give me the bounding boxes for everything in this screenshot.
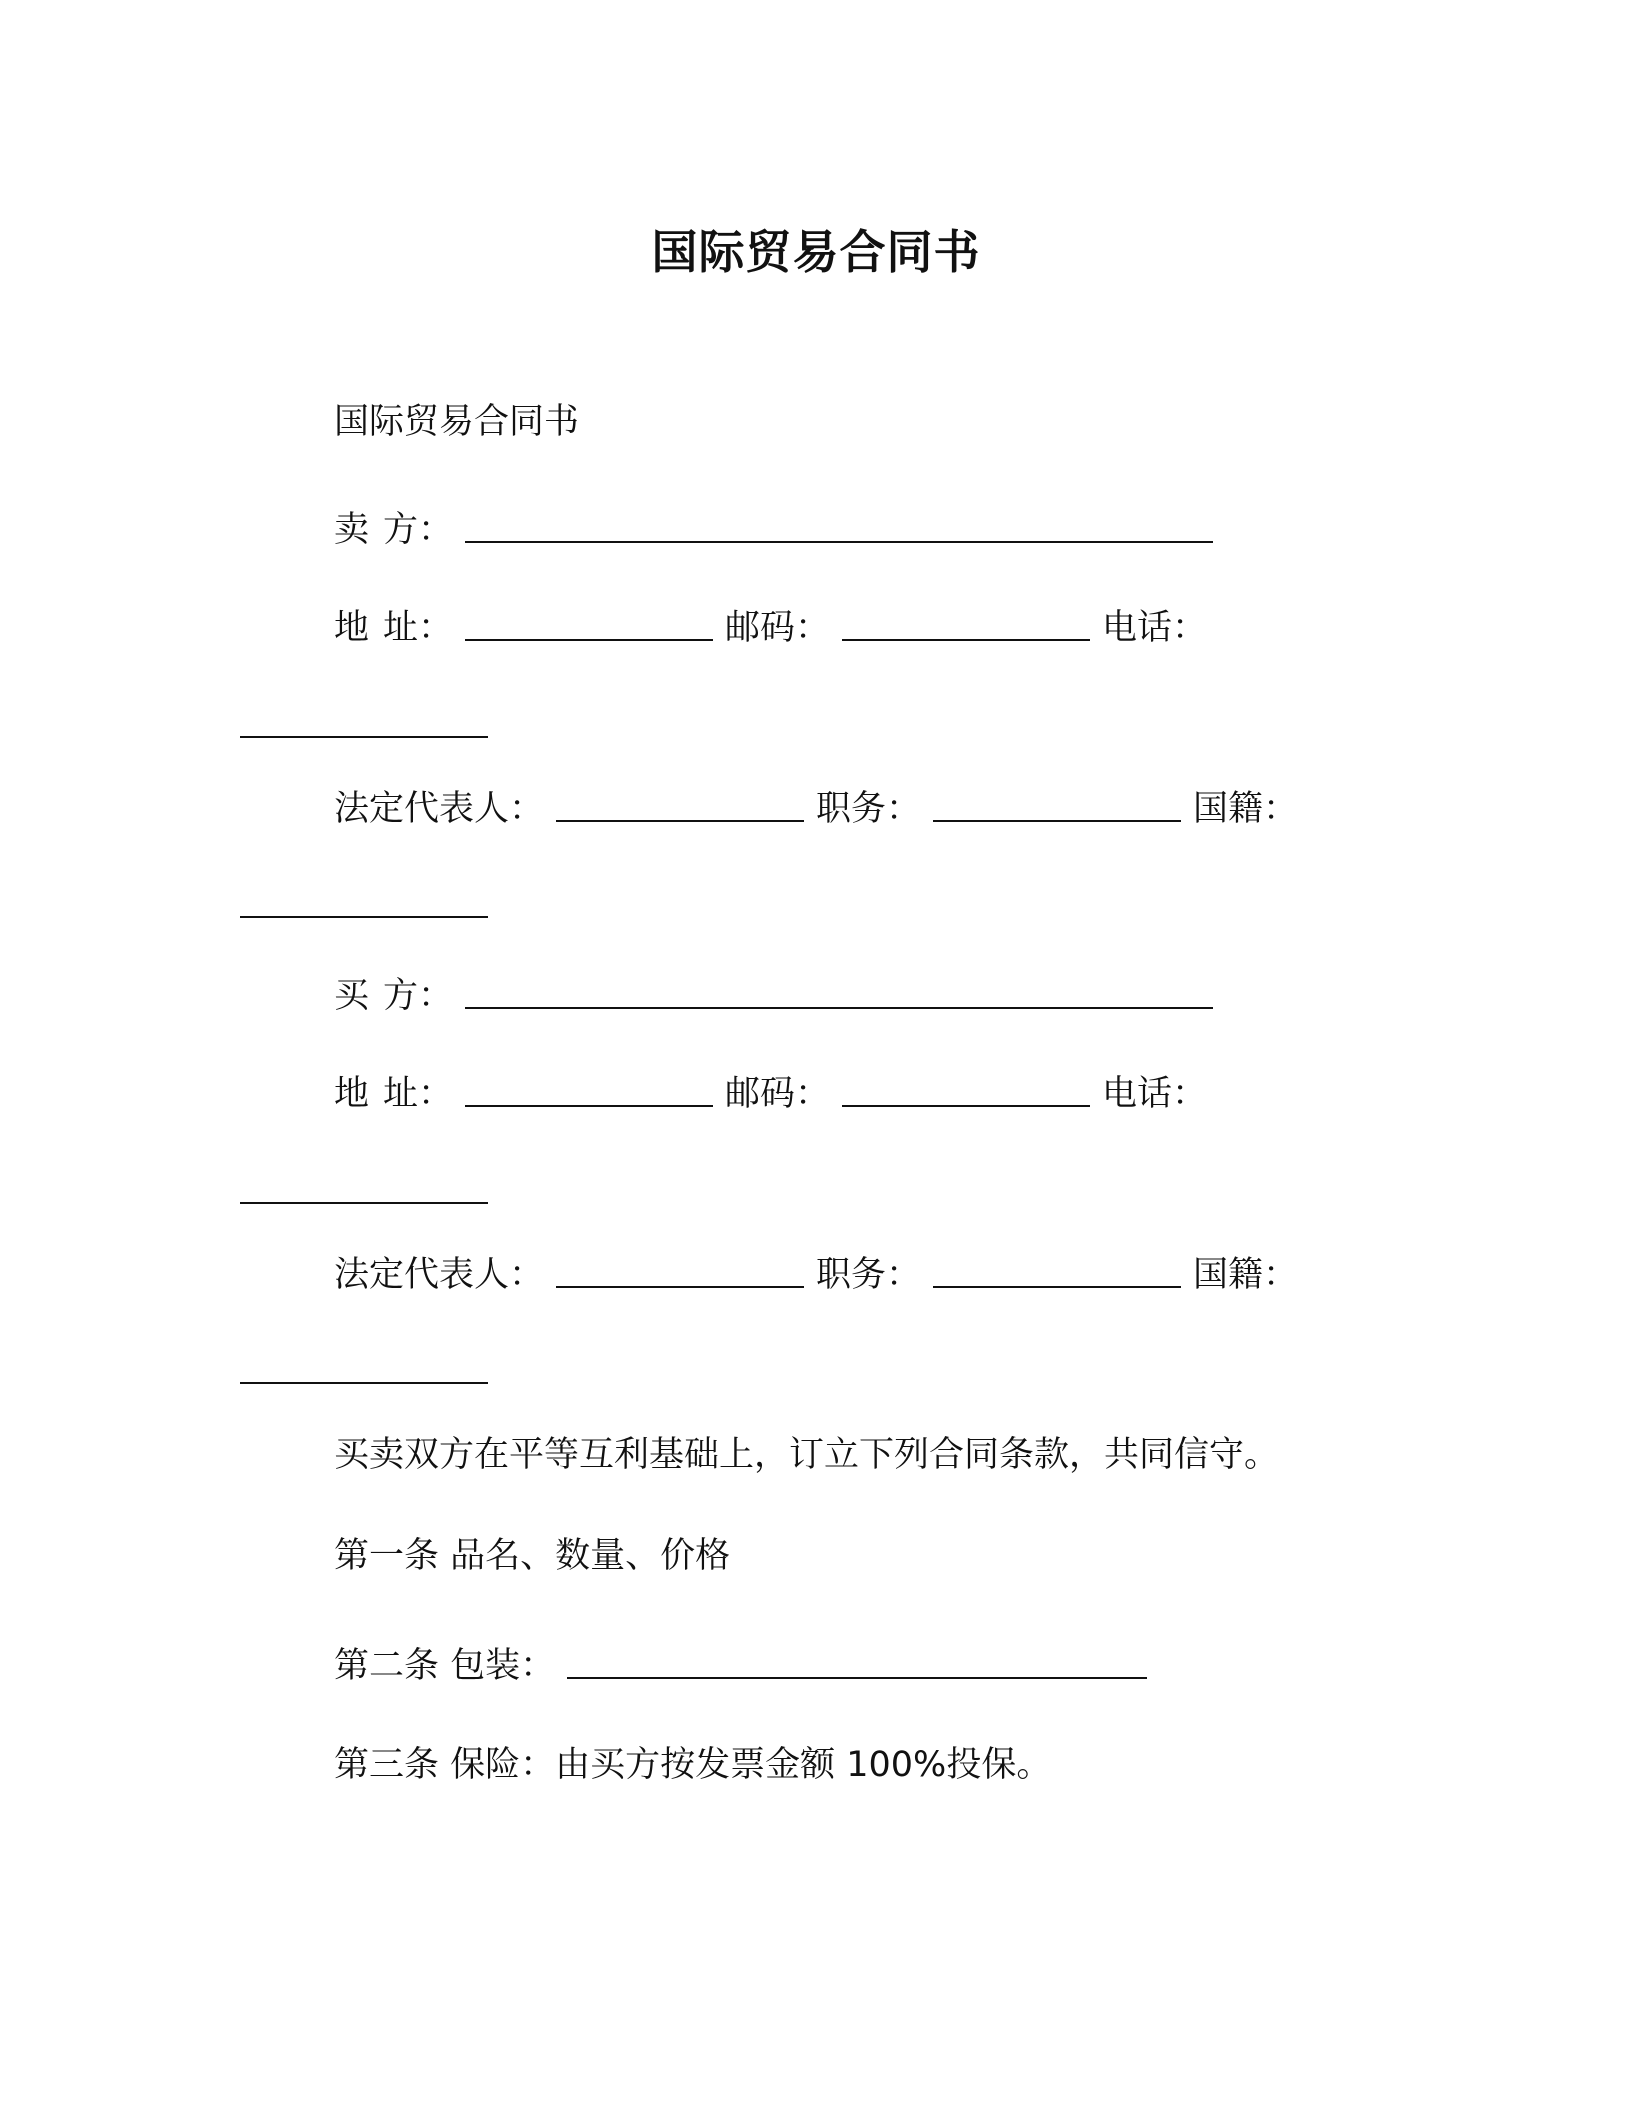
- buyer-postcode-label: 邮码：: [725, 1074, 831, 1114]
- buyer-nationality-cont: [240, 1346, 488, 1396]
- buyer-phone-label: 电话：: [1102, 1074, 1208, 1114]
- buyer-rep-line: [334, 1250, 1298, 1300]
- buyer-position-blank[interactable]: [933, 1256, 1181, 1288]
- seller-phone-label: 电话：: [1102, 608, 1208, 648]
- seller-position-blank[interactable]: [933, 790, 1181, 822]
- seller-address-label-a: 地: [334, 608, 370, 648]
- buyer-phone-blank[interactable]: [240, 1172, 488, 1204]
- article-1: 第一条 品名、数量、价格: [334, 1536, 731, 1576]
- seller-address-line: [334, 603, 1207, 653]
- buyer-rep-blank[interactable]: [556, 1256, 804, 1288]
- buyer-name-blank[interactable]: [465, 977, 1213, 1009]
- buyer-postcode-blank[interactable]: [842, 1075, 1090, 1107]
- buyer-nationality-blank[interactable]: [240, 1352, 488, 1384]
- buyer-position-label: 职务：: [816, 1255, 922, 1295]
- seller-phone-blank[interactable]: [240, 706, 488, 738]
- buyer-rep-label: 法定代表人：: [334, 1255, 545, 1295]
- buyer-label-a: 买: [334, 976, 370, 1016]
- seller-address-label-b: 址：: [383, 608, 454, 648]
- seller-nationality-label: 国籍：: [1193, 789, 1299, 829]
- seller-postcode-label: 邮码：: [725, 608, 831, 648]
- packaging-blank[interactable]: [567, 1647, 1147, 1679]
- seller-nationality-blank[interactable]: [240, 886, 488, 918]
- article-3: 第三条 保险：由买方按发票金额 100%投保。: [334, 1745, 1052, 1785]
- seller-rep-blank[interactable]: [556, 790, 804, 822]
- buyer-phone-cont: [240, 1166, 488, 1216]
- buyer-address-line: [334, 1069, 1207, 1119]
- seller-rep-line: [334, 784, 1298, 834]
- buyer-label-b: 方：: [383, 976, 454, 1016]
- seller-nationality-cont: [240, 880, 488, 930]
- seller-address-blank[interactable]: [465, 609, 713, 641]
- seller-postcode-blank[interactable]: [842, 609, 1090, 641]
- buyer-address-label-b: 址：: [383, 1074, 454, 1114]
- seller-line: [334, 505, 1213, 555]
- buyer-address-blank[interactable]: [465, 1075, 713, 1107]
- seller-rep-label: 法定代表人：: [334, 789, 545, 829]
- buyer-line: [334, 971, 1213, 1021]
- seller-name-blank[interactable]: [465, 511, 1213, 543]
- preamble: 买卖双方在平等互利基础上，订立下列合同条款，共同信守。: [334, 1435, 1280, 1475]
- seller-label-b: 方：: [383, 510, 454, 550]
- article-2: 第二条 包装：: [334, 1646, 556, 1686]
- document-title: 国际贸易合同书: [651, 225, 981, 279]
- seller-label-a: 卖: [334, 510, 370, 550]
- buyer-nationality-label: 国籍：: [1193, 1255, 1299, 1295]
- buyer-address-label-a: 地: [334, 1074, 370, 1114]
- document-subtitle: 国际贸易合同书: [334, 402, 580, 442]
- article-2-line: [334, 1641, 1147, 1691]
- seller-phone-cont: [240, 700, 488, 750]
- seller-position-label: 职务：: [816, 789, 922, 829]
